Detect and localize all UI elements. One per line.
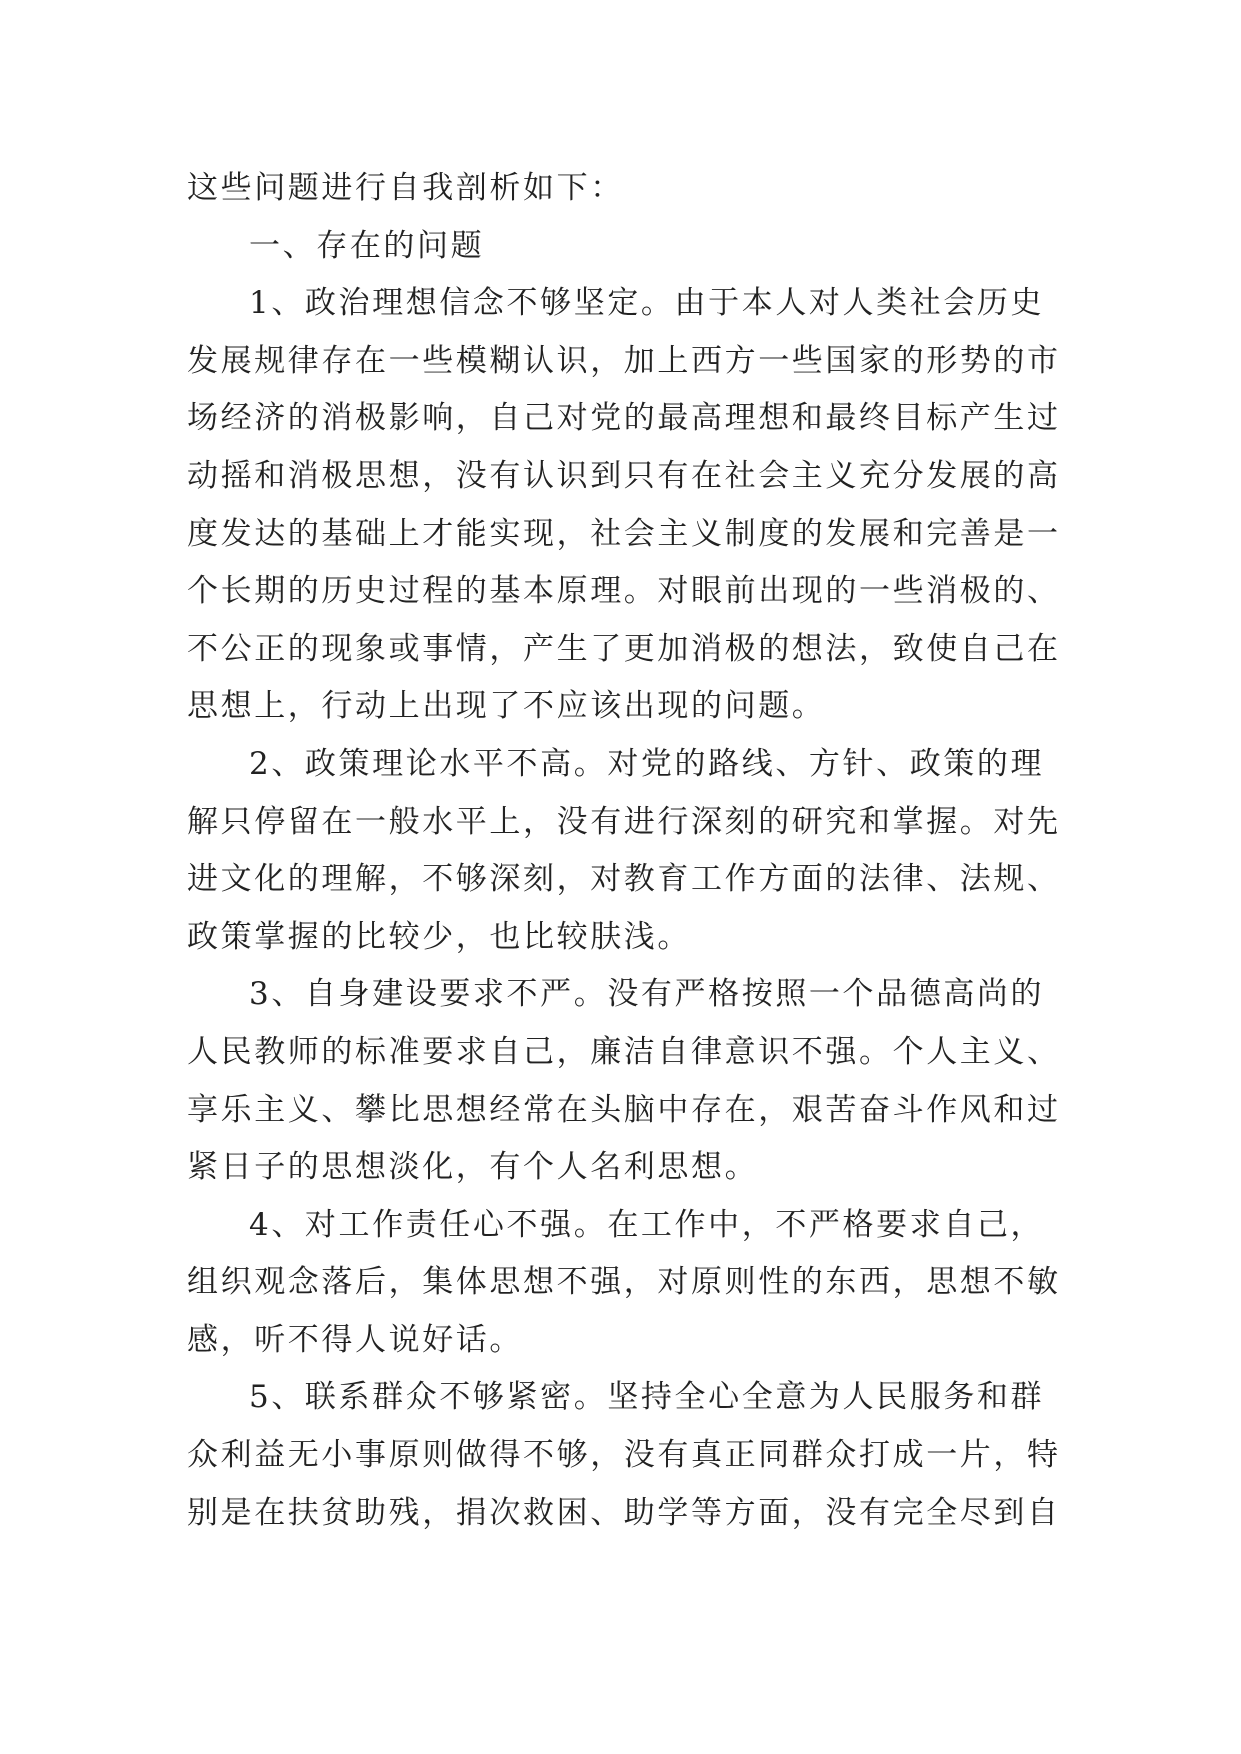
text-line: 不公正的现象或事情，产生了更加消极的想法，致使自己在 [187, 630, 1061, 667]
text-line: 动摇和消极思想，没有认识到只有在社会主义充分发展的高 [187, 457, 1061, 494]
text-line: 别是在扶贫助残，捐次救困、助学等方面，没有完全尽到自 [187, 1494, 1061, 1531]
text-line: 场经济的消极影响，自己对党的最高理想和最终目标产生过 [187, 400, 1061, 437]
text-line: 度发达的基础上才能实现，社会主义制度的发展和完善是一 [187, 515, 1061, 552]
paragraph-first-line: 一、存在的问题 [249, 227, 485, 264]
paragraph-first-line: 4、对工作责任心不强。在工作中，不严格要求自己， [249, 1206, 1045, 1243]
text-line: 紧日子的思想淡化，有个人名利思想。 [187, 1149, 759, 1186]
paragraph-first-line: 1、政治理想信念不够坚定。由于本人对人类社会历史 [249, 285, 1045, 322]
text-line: 这些问题进行自我剖析如下： [187, 170, 624, 206]
text-line: 享乐主义、攀比思想经常在头脑中存在，艰苦奋斗作风和过 [187, 1091, 1061, 1128]
text-line: 解只停留在一般水平上，没有进行深刻的研究和掌握。对先 [187, 803, 1061, 840]
text-line: 个长期的历史过程的基本原理。对眼前出现的一些消极的、 [187, 573, 1061, 610]
text-line: 感，听不得人说好话。 [187, 1321, 523, 1358]
text-line: 思想上，行动上出现了不应该出现的问题。 [187, 688, 826, 725]
text-line: 进文化的理解，不够深刻，对教育工作方面的法律、法规、 [187, 861, 1061, 898]
text-line: 发展规律存在一些模糊认识，加上西方一些国家的形势的市 [187, 342, 1061, 379]
text-line: 人民教师的标准要求自己，廉洁自律意识不强。个人主义、 [187, 1033, 1061, 1070]
paragraph-first-line: 2、政策理论水平不高。对党的路线、方针、政策的理 [249, 745, 1045, 782]
body-text [187, 160, 1061, 1542]
paragraph-first-line: 3、自身建设要求不严。没有严格按照一个品德高尚的 [249, 976, 1045, 1013]
text-line: 众利益无小事原则做得不够，没有真正同群众打成一片，特 [187, 1437, 1061, 1474]
text-line: 政策掌握的比较少，也比较肤浅。 [187, 918, 691, 955]
text-line: 组织观念落后，集体思想不强，对原则性的东西，思想不敏 [187, 1264, 1061, 1301]
paragraph-first-line: 5、联系群众不够紧密。坚持全心全意为人民服务和群 [249, 1379, 1045, 1416]
